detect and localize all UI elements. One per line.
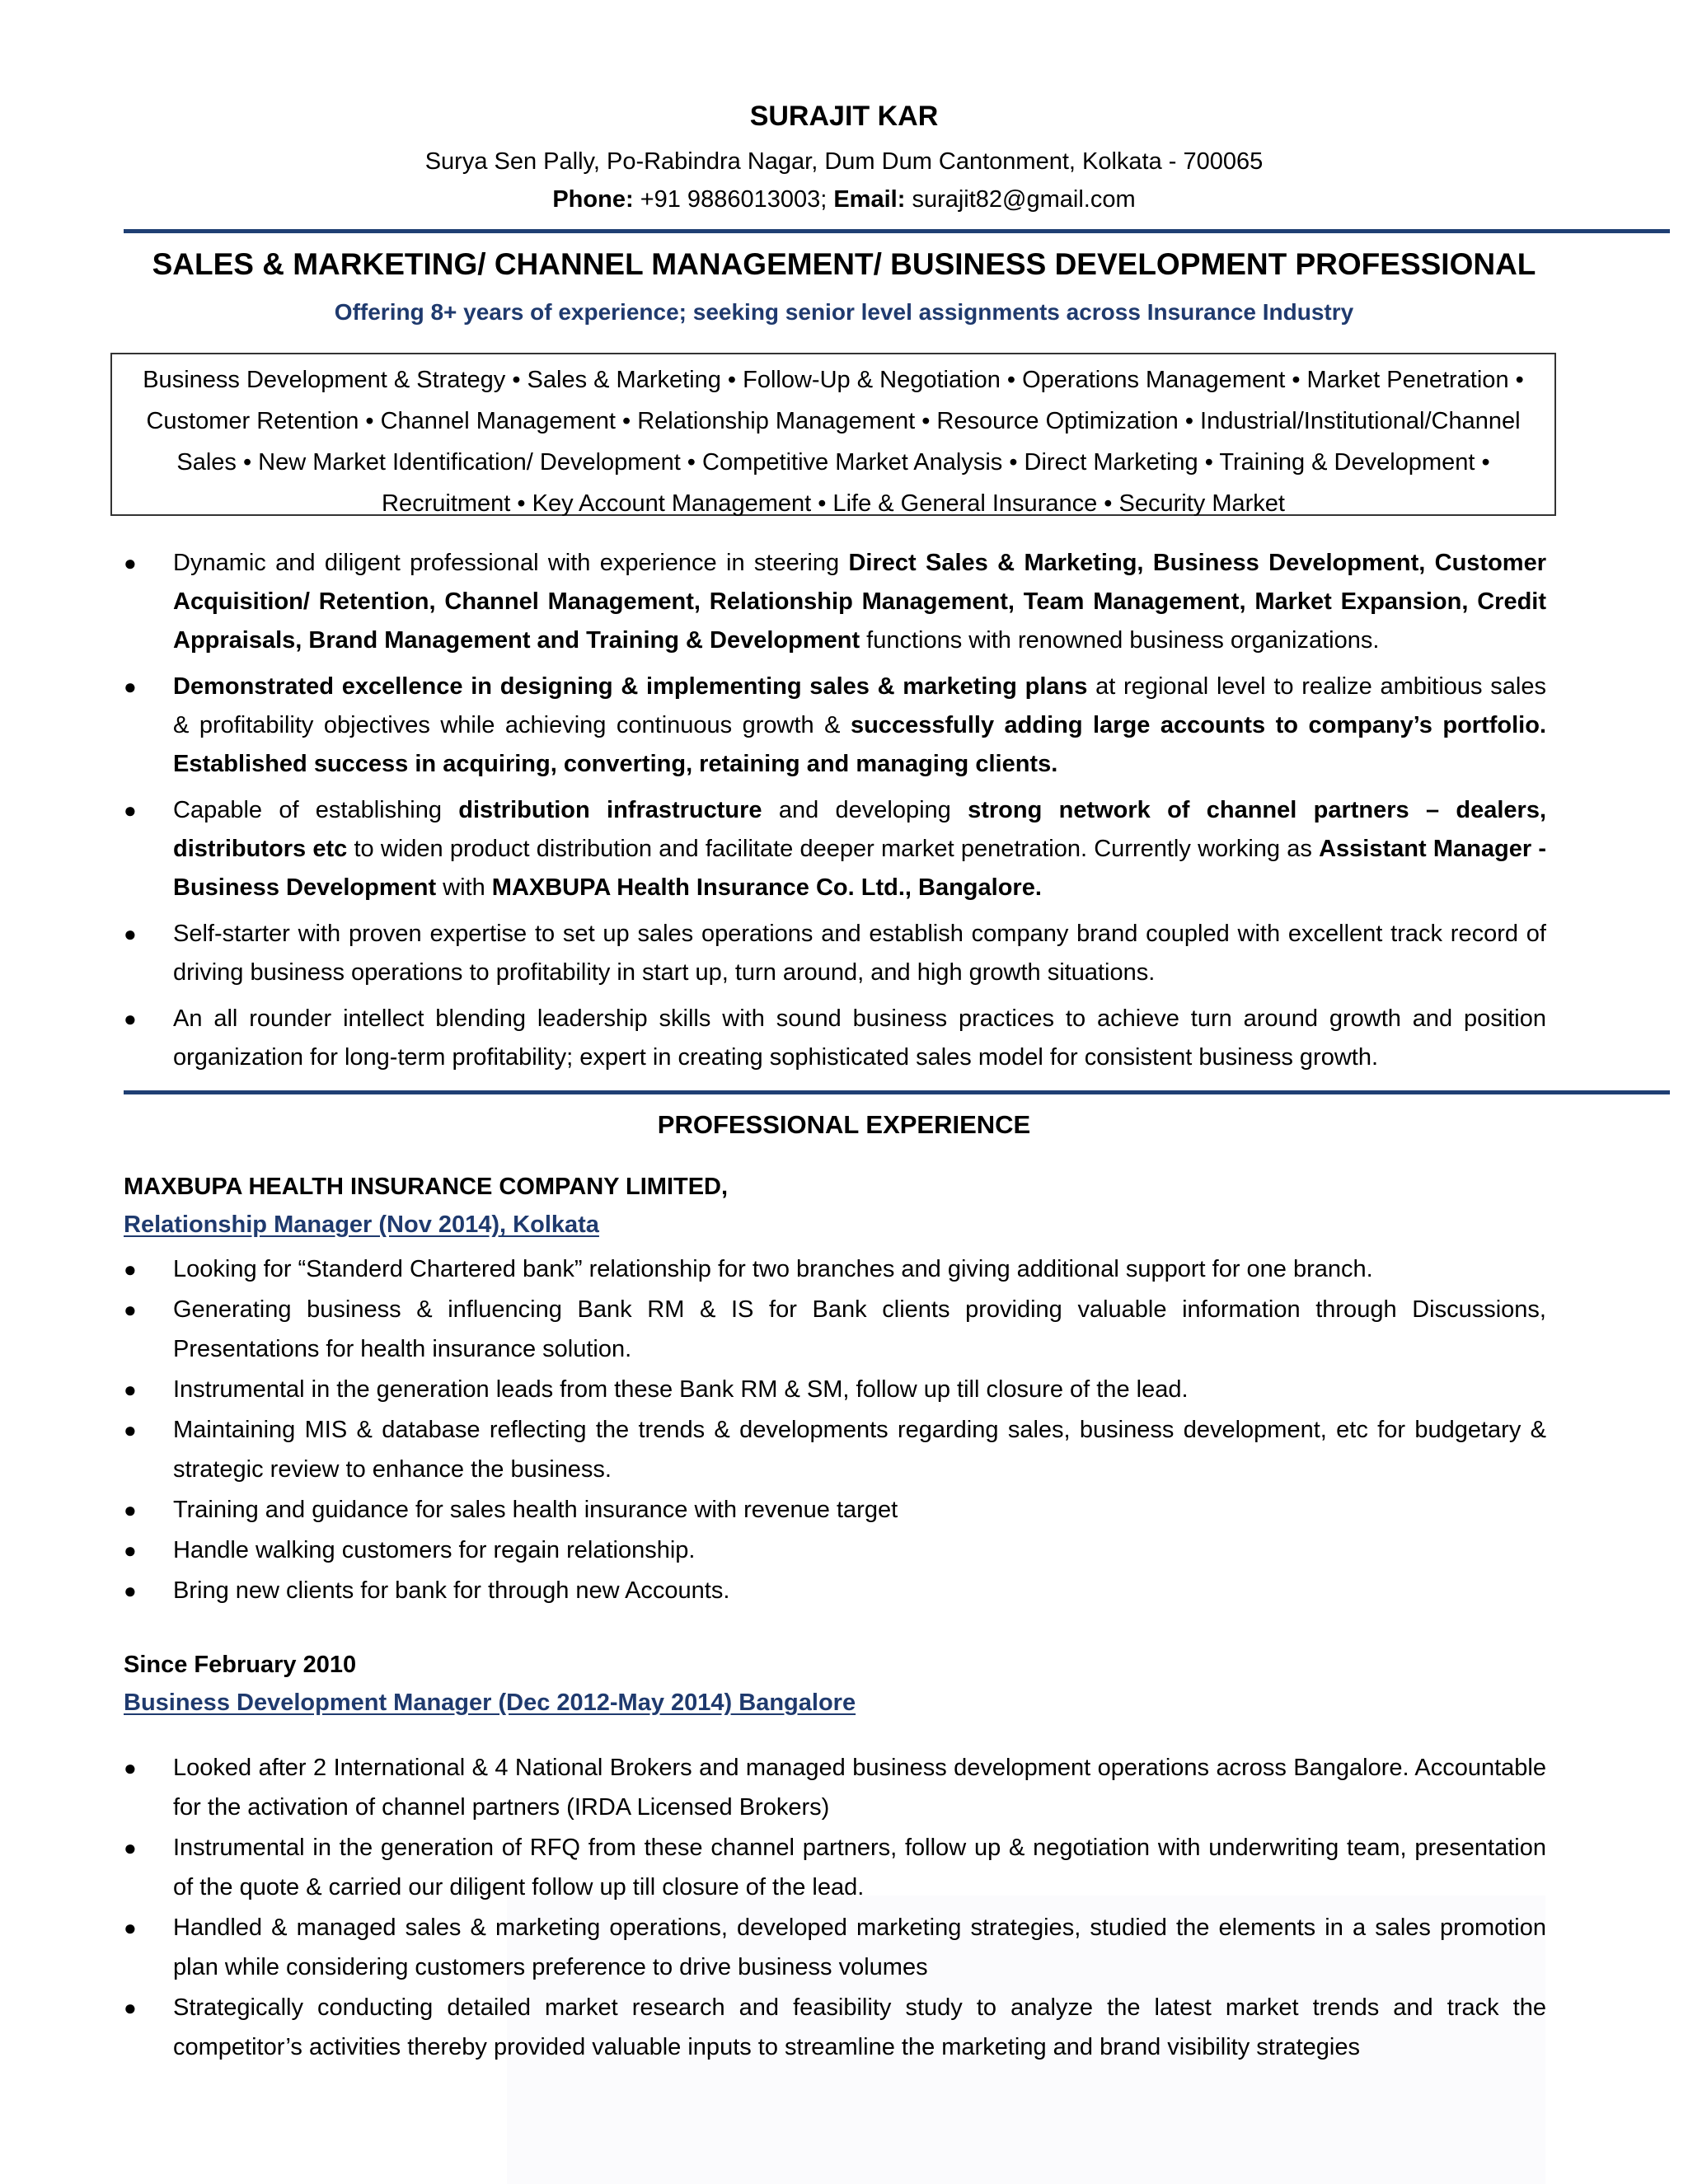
summary-text: An all rounder intellect blending leadership skills with sound business practices to achieve turn around growth and position organization for long-term profitability; expert in creating sophisticated sales model for consistent business growth. <box>173 1005 1546 1071</box>
email-label: Email: <box>833 186 906 213</box>
bullet-icon: ● <box>124 798 137 823</box>
section-title-experience: PROFESSIONAL EXPERIENCE <box>657 1110 1031 1139</box>
summary-text: with <box>436 874 492 901</box>
summary-text: Self-starter with proven expertise to set up sales operations and establish company brand coupled with excellent track record of driving business operations to profitability in start up, turn around, and high growth situations. <box>173 921 1546 986</box>
skills-box <box>110 353 1556 516</box>
list-item <box>124 1988 1546 2067</box>
summary-bold: strong network of channel partners – dealers, distributors etc <box>173 797 1547 862</box>
contact-line <box>0 186 1688 213</box>
bullet-icon: ● <box>124 1915 137 1940</box>
list-item-text: Training and guidance for sales health insurance with revenue target <box>173 1497 898 1523</box>
summary-item <box>124 668 1546 784</box>
address: Surya Sen Pally, Po-Rabindra Nagar, Dum Dum Cantonment, Kolkata - 700065 <box>424 148 1264 175</box>
bullet-icon: ● <box>124 1835 137 1860</box>
bullet-icon: ● <box>124 921 137 946</box>
skills-text: Business Development & Strategy • Sales & Marketing • Follow-Up & Negotiation • Operations Management • Market Penetration • Customer Retention • Channel Management • Relationship Management • Resource Optimization • Industrial/Institutional/Channel Sales • New Market Identification/ Development • Competitive Market Analysis • Direct Marketing • Training & Development • Recruitment • Key Account Management • Life & General Insurance • Security Market <box>143 367 1524 517</box>
list-item-text: Looking for “Standerd Chartered bank” relationship for two branches and giving additional support for one branch. <box>173 1256 1373 1282</box>
bullet-icon: ● <box>124 1995 137 2020</box>
role1-duties-list <box>124 1249 1546 1611</box>
job-title-relationship-manager: Relationship Manager (Nov 2014), Kolkata <box>124 1212 599 1238</box>
list-item-text: Instrumental in the generation of RFQ from these channel partners, follow up & negotiation with underwriting team, presentation of the quote & carried our diligent follow up till closure of the lead. <box>173 1835 1546 1900</box>
list-item <box>124 1748 1546 1827</box>
list-item <box>124 1410 1546 1489</box>
bullet-icon: ● <box>124 1538 137 1563</box>
bullet-icon: ● <box>124 1006 137 1031</box>
bullet-icon: ● <box>124 1297 137 1322</box>
candidate-name: SURAJIT KAR <box>749 101 939 132</box>
list-item <box>124 1249 1546 1289</box>
email-value: surajit82@gmail.com <box>912 186 1136 213</box>
summary-text: and developing <box>762 797 968 823</box>
header-divider <box>124 229 1670 233</box>
summary-bold: Demonstrated excellence in designing & implementing sales & marketing plans <box>173 673 1088 700</box>
bullet-icon: ● <box>124 1755 137 1780</box>
summary-item <box>124 791 1546 907</box>
experience-tagline: Offering 8+ years of experience; seeking senior level assignments across Insurance Industry <box>334 299 1354 325</box>
list-item-text: Handle walking customers for regain relationship. <box>173 1537 696 1563</box>
job-title-business-development-manager: Business Development Manager (Dec 2012-May 2014) Bangalore <box>124 1690 856 1716</box>
bullet-icon: ● <box>124 1578 137 1603</box>
summary-item <box>124 1000 1546 1077</box>
summary-list <box>124 544 1546 1077</box>
list-item-text: Strategically conducting detailed market research and feasibility study to analyze the latest market trends and track the competitor’s activities thereby provided valuable inputs to streamline the marketing and brand visibility strategies <box>173 1994 1546 2060</box>
section-divider <box>124 1090 1670 1094</box>
company-name: MAXBUPA HEALTH INSURANCE COMPANY LIMITED, <box>124 1174 729 1200</box>
bullet-icon: ● <box>124 551 137 575</box>
list-item <box>124 1490 1546 1530</box>
list-item <box>124 1290 1546 1369</box>
bullet-icon: ● <box>124 1418 137 1442</box>
bullet-icon: ● <box>124 674 137 699</box>
list-item-text: Generating business & influencing Bank RM & IS for Bank clients providing valuable information through Discussions, Presentations for health insurance solution. <box>173 1296 1546 1362</box>
summary-bold: distribution infrastructure <box>458 797 762 823</box>
summary-bold: successfully adding large accounts to company’s portfolio. Established success in acquiring, converting, retaining and managing clients. <box>173 712 1546 777</box>
role2-duties-list <box>124 1748 1546 2068</box>
list-item <box>124 1908 1546 1987</box>
professional-headline: SALES & MARKETING/ CHANNEL MANAGEMENT/ BUSINESS DEVELOPMENT PROFESSIONAL <box>152 247 1536 281</box>
phone-label: Phone: <box>552 186 634 213</box>
list-item <box>124 1370 1546 1409</box>
summary-item <box>124 544 1546 660</box>
summary-text: to widen product distribution and facilitate deeper market penetration. Currently working as <box>347 836 1320 862</box>
summary-bold: Assistant Manager - Business Development <box>173 836 1546 901</box>
list-item-text: Handled & managed sales & marketing operations, developed marketing strategies, studied the elements in a sales promotion plan while considering customers preference to drive business volumes <box>173 1915 1546 1980</box>
list-item-text: Looked after 2 International & 4 National Brokers and managed business development operations across Bangalore. Accountable for the activation of channel partners (IRDA Licensed Brokers) <box>173 1755 1546 1821</box>
list-item <box>124 1530 1546 1570</box>
list-item-text: Bring new clients for bank for through new Accounts. <box>173 1577 730 1604</box>
summary-text: at regional level to realize ambitious sales & profitability objectives while achieving continuous growth & <box>173 673 1546 738</box>
list-item <box>124 1828 1546 1907</box>
bullet-icon: ● <box>124 1377 137 1402</box>
bullet-icon: ● <box>124 1257 137 1282</box>
list-item <box>124 1571 1546 1610</box>
summary-bold: Direct Sales & Marketing, Business Development, Customer Acquisition/ Retention, Channel Management, Relationship Management, Team Management, Market Expansion, Credit Appraisals, Brand Management and Training & Development <box>173 550 1546 654</box>
bullet-icon: ● <box>124 1497 137 1522</box>
list-item-text: Instrumental in the generation leads from these Bank RM & SM, follow up till closure of the lead. <box>173 1376 1189 1403</box>
summary-item <box>124 915 1546 992</box>
summary-text: Capable of establishing <box>173 797 459 823</box>
phone-value: +91 9886013003; <box>640 186 828 213</box>
summary-text: functions with renowned business organizations. <box>860 627 1380 654</box>
list-item-text: Maintaining MIS & database reflecting the trends & developments regarding sales, business development, etc for budgetary & strategic review to enhance the business. <box>173 1417 1546 1483</box>
summary-text: Dynamic and diligent professional with experience in steering <box>173 550 849 576</box>
employment-since: Since February 2010 <box>124 1652 357 1678</box>
summary-bold: MAXBUPA Health Insurance Co. Ltd., Bangalore. <box>491 874 1042 901</box>
